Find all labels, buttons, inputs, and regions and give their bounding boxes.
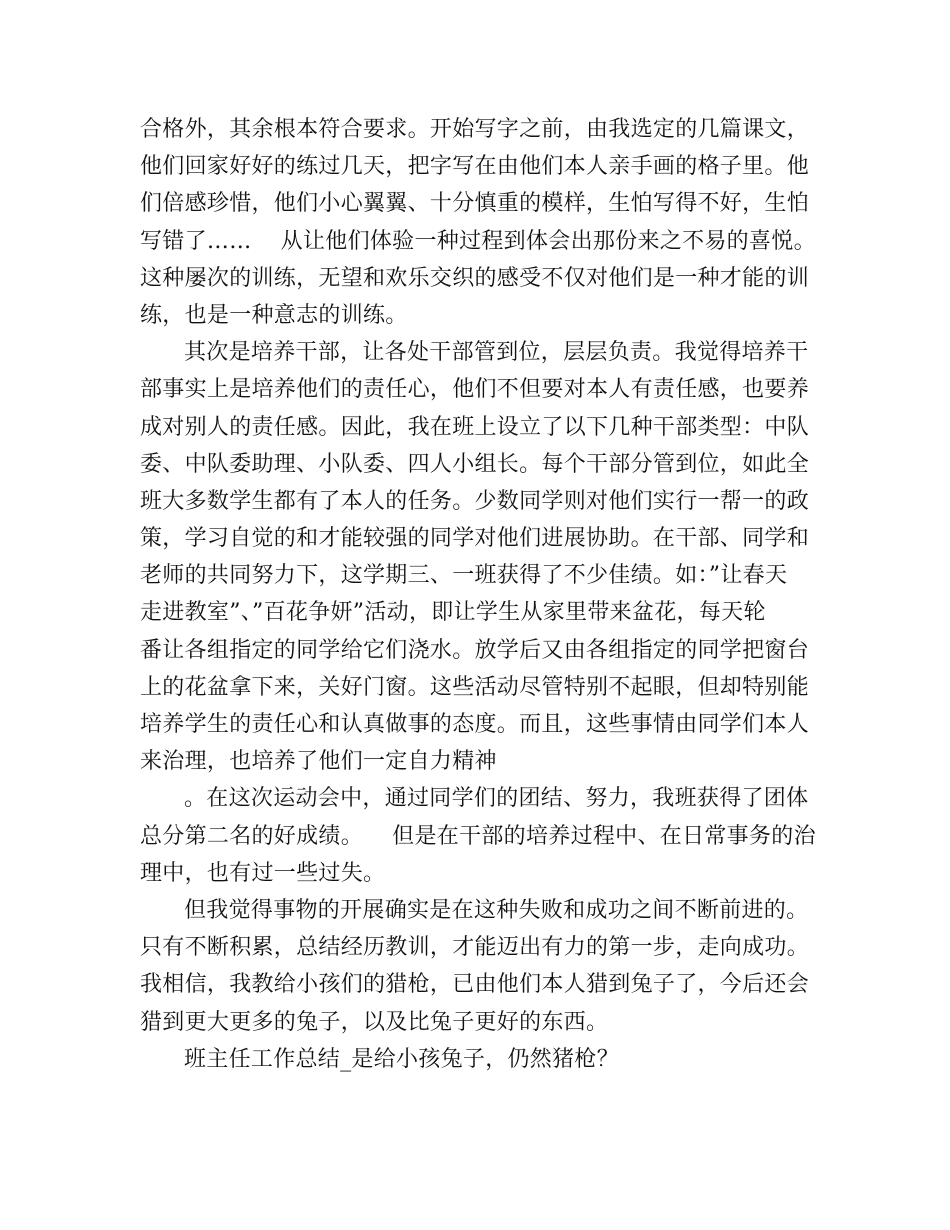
text-line: 练，也是一种意志的训练。: [140, 302, 408, 328]
text-line: 们倍感珍惜，他们小心翼翼、十分慎重的模样，生怕写得不好，生怕: [140, 191, 810, 217]
text-line: 总分第二名的好成绩。 但是在干部的培养过程中、在日常事务的治: [140, 823, 816, 849]
text-line: 猎到更大更多的兔子，以及比兔子更好的东西。: [140, 1009, 609, 1035]
text-line: 理中，也有过一些过失。: [140, 860, 386, 886]
text-line: 培养学生的责任心和认真做事的态度。而且，这些事情由同学们本人: [140, 712, 810, 737]
text-line: 但我觉得事物的开展确实是在这种失败和成功之间不断前进的。: [184, 897, 809, 923]
text-line: 班大多数学生都有了本人的任务。少数同学则对他们实行一帮一的政: [140, 488, 810, 514]
text-line: 老师的共同努力下，这学期三、一班获得了不少佳绩。如：”让春天: [140, 563, 788, 589]
text-line: 来治理，也培养了他们一定自力精神: [140, 749, 497, 775]
text-line: 写错了…… 从让他们体验一种过程到体会出那份来之不易的喜悦。: [140, 228, 816, 254]
document-body: [140, 111, 816, 1078]
text-line: 番让各组指定的同学给它们浇水。放学后又由各组指定的同学把窗台: [140, 637, 810, 663]
text-line: 。在这次运动会中，通过同学们的团结、努力，我班获得了团体: [184, 786, 809, 812]
text-line: 只有不断积累，总结经历教训，才能迈出有力的第一步，走向成功。: [140, 935, 810, 961]
text-line: 走进教室”、”百花争妍”活动，即让学生从家里带来盆花，每天轮: [140, 600, 766, 626]
text-line: 班主任工作总结_是给小孩兔子，仍然猪枪？: [184, 1046, 620, 1072]
text-line: 我相信，我教给小孩们的猎枪，已由他们本人猎到兔子了，今后还会: [140, 972, 810, 998]
text-line: 部事实上是培养他们的责任心，他们不但要对本人有责任感，也要养: [140, 377, 810, 403]
text-line: 委、中队委助理、小队委、四人小组长。每个干部分管到位，如此全: [140, 451, 810, 477]
text-line: 这种屡次的训练，无望和欢乐交织的感受不仅对他们是一种才能的训: [140, 265, 810, 291]
text-line: 成对别人的责任感。因此，我在班上设立了以下几种干部类型：中队: [140, 414, 810, 440]
text-line: 策，学习自觉的和才能较强的同学对他们进展协助。在干部、同学和: [140, 526, 810, 552]
text-line: 其次是培养干部，让各处干部管到位，层层负责。我觉得培养干: [184, 340, 809, 366]
text-line: 他们回家好好的练过几天，把字写在由他们本人亲手画的格子里。他: [140, 154, 810, 180]
text-line: 上的花盆拿下来，关好门窗。这些活动尽管特别不起眼，但却特别能: [140, 674, 810, 700]
text-line: 合格外，其余根本符合要求。开始写字之前，由我选定的几篇课文，: [140, 117, 810, 142]
